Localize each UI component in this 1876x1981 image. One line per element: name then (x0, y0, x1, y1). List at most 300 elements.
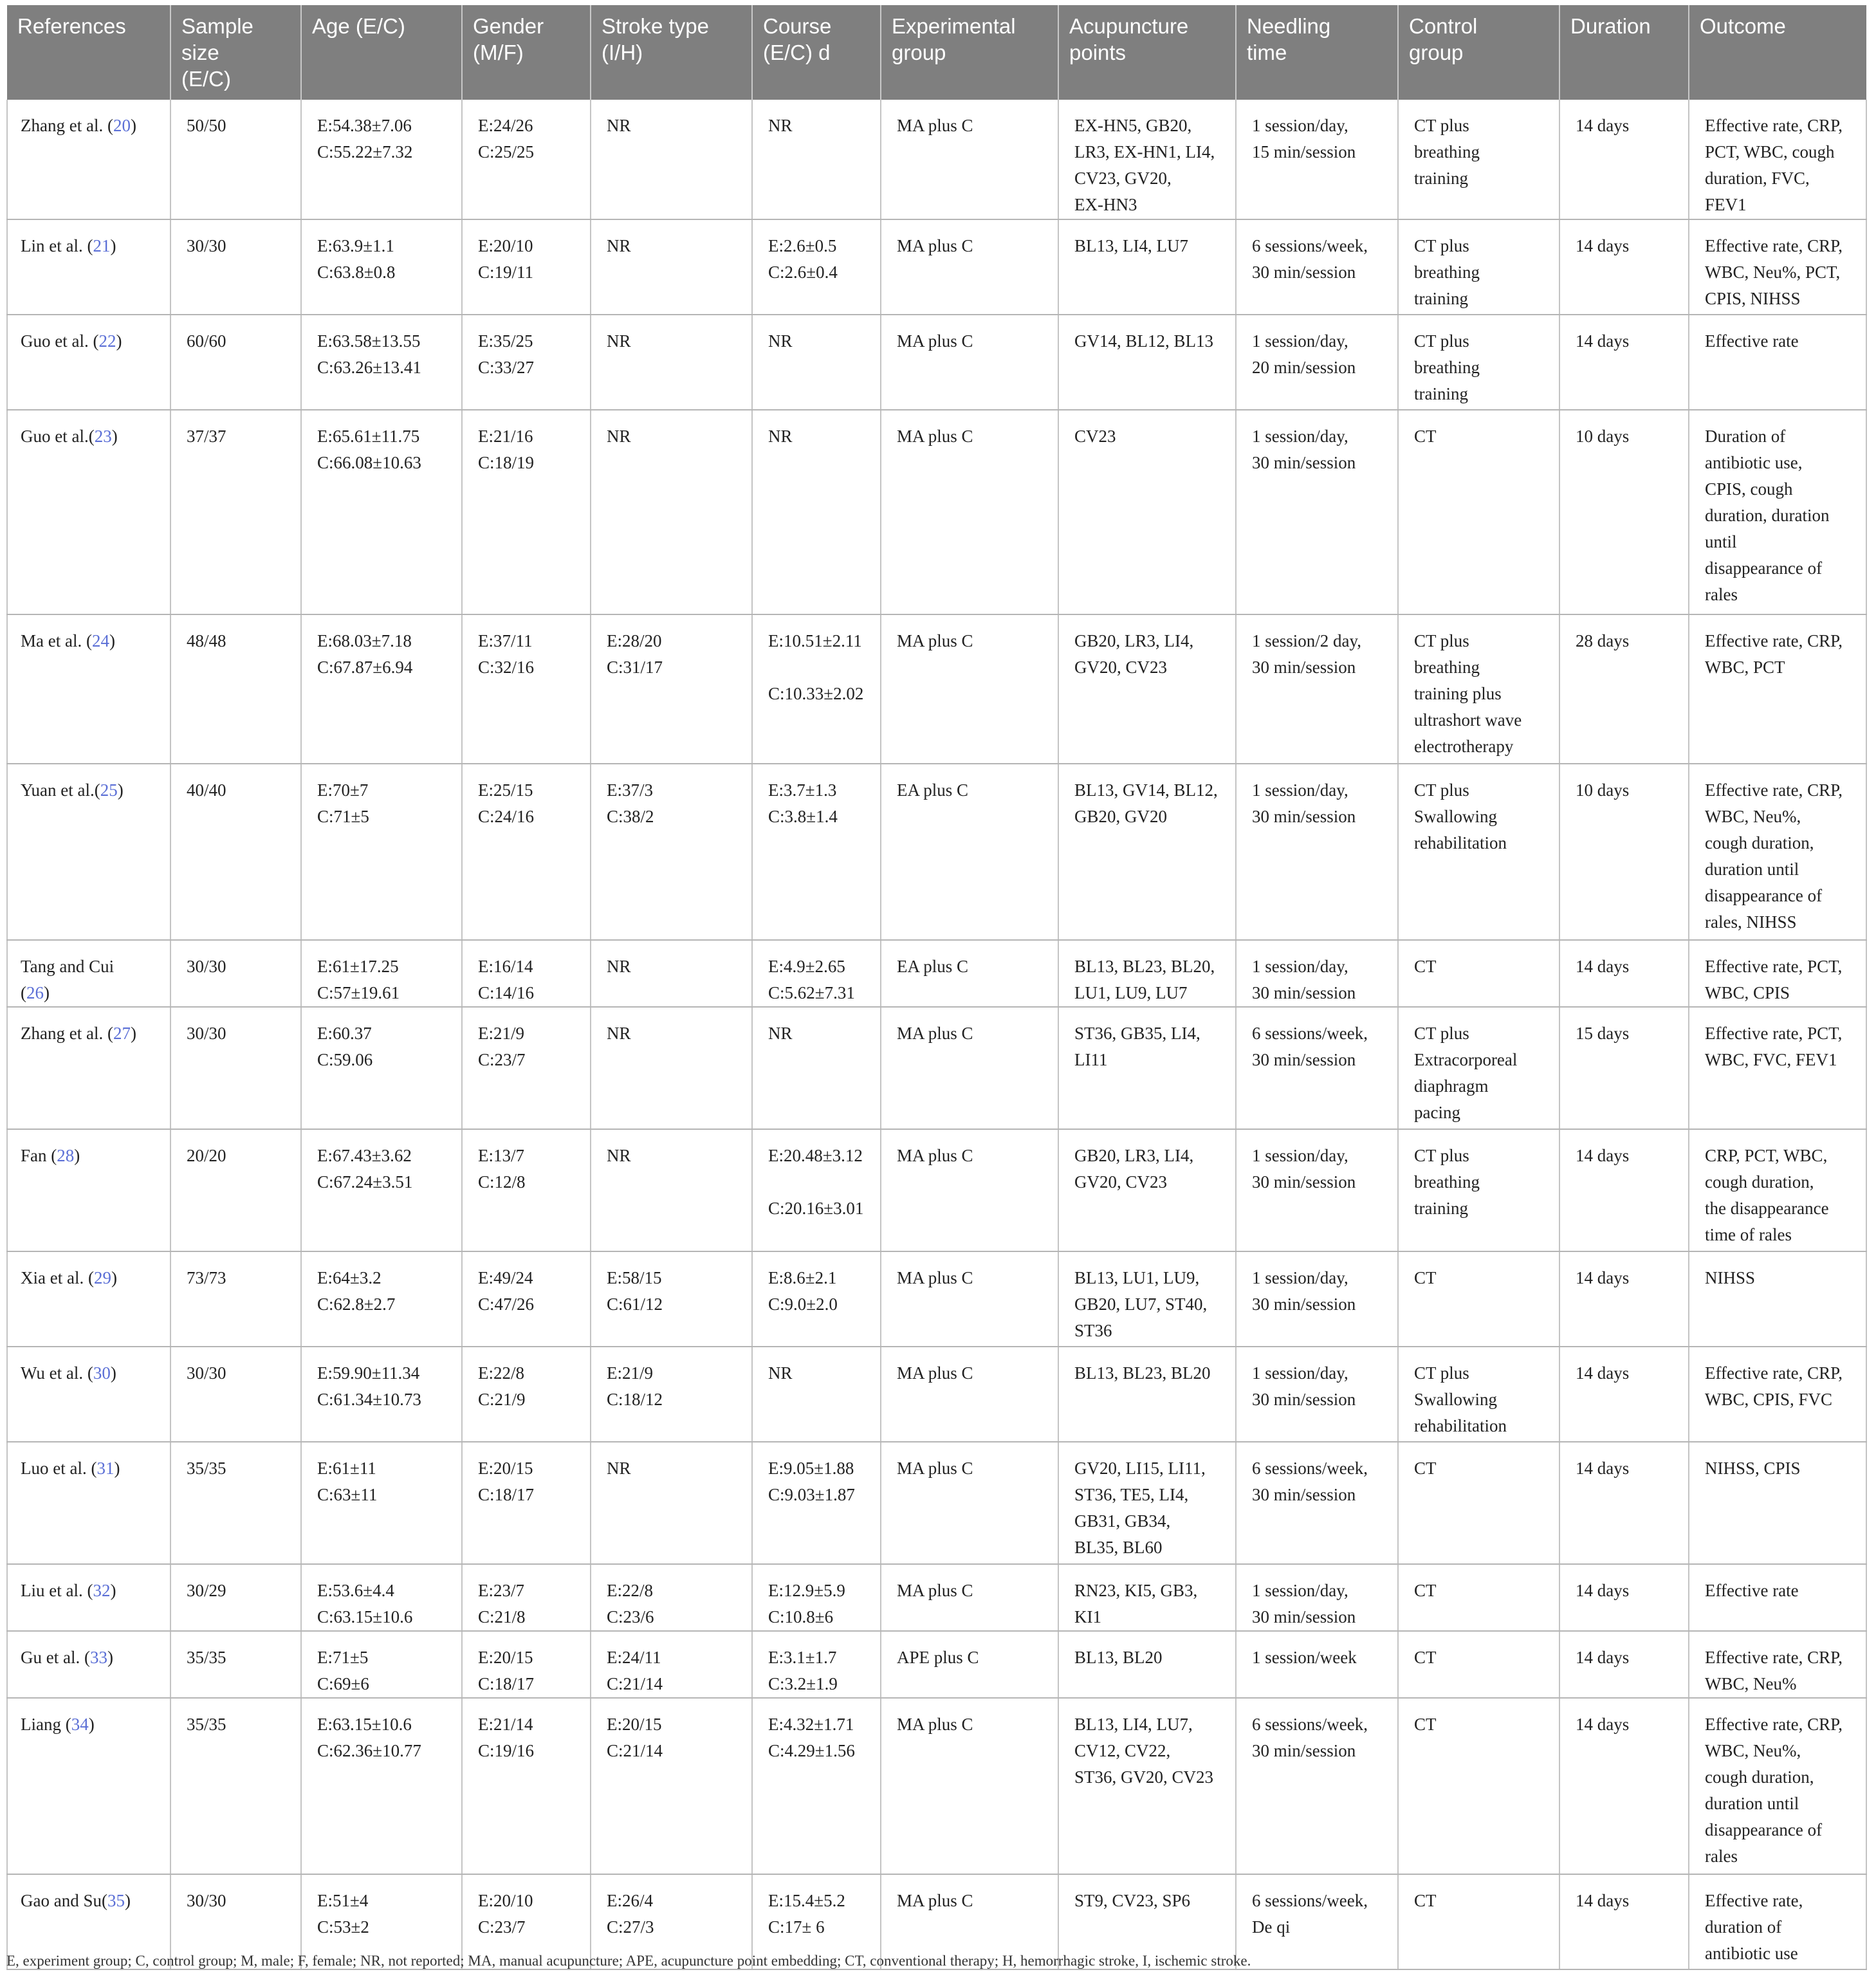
cell-experimental-group (881, 1631, 1058, 1698)
cell-line: LR3, EX-HN1, LI4, (1074, 142, 1215, 161)
cell-line: WBC, CPIS, FVC (1705, 1390, 1833, 1409)
cell-line: duration, duration (1705, 506, 1830, 525)
cell-line: C:14/16 (478, 983, 535, 1002)
cell-acupuncture-points (1058, 1698, 1236, 1874)
cell-line: 6 sessions/week, (1252, 1459, 1368, 1478)
cell-line: duration of (1705, 1917, 1782, 1937)
cell-line: cough duration, (1705, 1172, 1814, 1192)
cell-line: 37/37 (187, 427, 226, 446)
cell-age (301, 1698, 462, 1874)
cell-line: 14 days (1576, 1459, 1630, 1478)
cell-line: Effective rate, CRP, (1705, 1648, 1843, 1667)
reference-number-link[interactable]: 23 (94, 427, 112, 446)
cell-line: C:61/12 (607, 1295, 663, 1314)
cell-line: C:19/11 (478, 263, 534, 282)
cell-line: C:21/9 (478, 1390, 526, 1409)
cell-line: Effective rate (1705, 1581, 1799, 1600)
cell-gender (462, 315, 591, 410)
cell-line: C:63±11 (317, 1485, 378, 1504)
cell-line: 1 session/day, (1252, 116, 1348, 135)
cell-line: 35/35 (187, 1459, 226, 1478)
cell-line: C:18/17 (478, 1674, 535, 1693)
cell-line: E:13/7 (478, 1146, 524, 1165)
cell-gender (462, 1347, 591, 1442)
cell-line: 60/60 (187, 331, 226, 351)
cell-line: E:37/11 (478, 631, 533, 650)
reference-author: Zhang et al. (21, 1024, 104, 1043)
cell-needling-time (1236, 1251, 1398, 1347)
cell-line: 15 min/session (1252, 142, 1356, 161)
cell-line: CT (1414, 1648, 1437, 1667)
reference-number-link[interactable]: 33 (89, 1648, 107, 1667)
reference-number-link[interactable]: 21 (93, 236, 111, 255)
cell-control-group (1398, 315, 1559, 410)
cell-line: C:55.22±7.32 (317, 142, 413, 161)
cell-reference: Zhang et al. (27) (7, 1007, 170, 1129)
cell-line: Control (1409, 14, 1478, 38)
cell-line: E:21/9 (478, 1024, 524, 1043)
cell-needling-time (1236, 1631, 1398, 1698)
cell-line: size (181, 41, 219, 64)
cell-line: CV12, CV22, (1074, 1741, 1171, 1760)
reference-author: Luo et al. (21, 1459, 87, 1478)
cell-stroke-type (591, 1442, 752, 1564)
cell-course (752, 1698, 881, 1874)
cell-line: E:20/10 (478, 1891, 533, 1910)
cell-age (301, 940, 462, 1007)
cell-line: NR (768, 1024, 793, 1043)
table-row (7, 100, 1866, 219)
cell-duration (1559, 1631, 1689, 1698)
cell-line: antibiotic use (1705, 1944, 1798, 1963)
cell-line: CT (1414, 1459, 1437, 1478)
cell-line: NR (607, 116, 631, 135)
reference-number-link[interactable]: 28 (57, 1146, 75, 1165)
reference-author: Lin et al. (21, 236, 83, 255)
cell-acupuncture-points (1058, 1564, 1236, 1631)
cell-line: electrotherapy (1414, 737, 1514, 756)
cell-line: LI11 (1074, 1050, 1108, 1069)
cell-course (752, 940, 881, 1007)
cell-sample-size (170, 940, 301, 1007)
cell-line: NR (768, 116, 793, 135)
cell-stroke-type (591, 1347, 752, 1442)
cell-line: E:37/3 (607, 780, 653, 800)
cell-line: 6 sessions/week, (1252, 236, 1368, 255)
cell-line: C:53±2 (317, 1917, 369, 1937)
cell-line: 30/30 (187, 1363, 226, 1383)
cell-line: FEV1 (1705, 195, 1747, 214)
reference-number-link[interactable]: 30 (93, 1363, 111, 1383)
cell-outcome (1689, 1347, 1866, 1442)
cell-line: training (1414, 384, 1468, 403)
cell-age (301, 1564, 462, 1631)
cell-line: E:21/14 (478, 1715, 533, 1734)
cell-line: Effective rate, CRP, (1705, 1715, 1843, 1734)
cell-line: ST36, TE5, LI4, (1074, 1485, 1189, 1504)
cell-line: 30/30 (187, 236, 226, 255)
cell-stroke-type (591, 614, 752, 764)
cell-line: MA plus C (897, 1363, 973, 1383)
cell-line: E:65.61±11.75 (317, 427, 420, 446)
cell-line: C:17± 6 (768, 1917, 825, 1937)
table-row (7, 1442, 1866, 1564)
cell-line: 1 session/day, (1252, 1268, 1348, 1287)
cell-course (752, 100, 881, 219)
cell-needling-time (1236, 1347, 1398, 1442)
cell-line: E:3.7±1.3 (768, 780, 837, 800)
cell-line: breathing (1414, 658, 1480, 677)
cell-line: EX-HN3 (1074, 195, 1137, 214)
cell-line: CT (1414, 1268, 1437, 1287)
cell-line: C:10.8±6 (768, 1607, 834, 1626)
cell-line: Experimental (892, 14, 1016, 38)
cell-line: C:19/16 (478, 1741, 535, 1760)
cell-line: 14 days (1576, 236, 1630, 255)
cell-outcome (1689, 1698, 1866, 1874)
cell-line: Swallowing (1414, 1390, 1498, 1409)
cell-acupuncture-points (1058, 100, 1236, 219)
cell-line: C:9.0±2.0 (768, 1295, 838, 1314)
column-header-needling-time (1236, 5, 1398, 100)
cell-outcome (1689, 764, 1866, 940)
cell-line: Course (763, 14, 832, 38)
cell-line: 14 days (1576, 1581, 1630, 1600)
cell-line: 30 min/session (1252, 1295, 1356, 1314)
cell-sample-size (170, 1564, 301, 1631)
cell-line: E:58/15 (607, 1268, 662, 1287)
cell-experimental-group (881, 764, 1058, 940)
cell-line: GB31, GB34, (1074, 1511, 1171, 1531)
cell-line: Sample (181, 14, 253, 38)
cell-line: WBC, PCT (1705, 658, 1785, 677)
cell-line: cough duration, (1705, 1767, 1814, 1787)
cell-line: NIHSS, CPIS (1705, 1459, 1801, 1478)
cell-duration (1559, 614, 1689, 764)
reference-number-link[interactable]: 24 (91, 631, 109, 650)
cell-line: 1 session/week (1252, 1648, 1357, 1667)
cell-line: WBC, Neu%, PCT, (1705, 263, 1841, 282)
cell-line: GB20, GV20 (1074, 807, 1168, 826)
cell-line: CV23 (1074, 427, 1116, 446)
cell-line: 14 days (1576, 1146, 1630, 1165)
cell-line: cough duration, (1705, 833, 1814, 852)
cell-line: Needling (1247, 14, 1331, 38)
cell-line: GB20, LR3, LI4, (1074, 1146, 1194, 1165)
cell-line: C:62.36±10.77 (317, 1741, 421, 1760)
cell-line: Age (E/C) (312, 14, 405, 38)
cell-line: E:24/11 (607, 1648, 661, 1667)
cell-needling-time (1236, 1129, 1398, 1251)
cell-control-group (1398, 614, 1559, 764)
cell-line: MA plus C (897, 116, 973, 135)
reference-author: Zhang et al. (21, 116, 104, 135)
cell-experimental-group (881, 1564, 1058, 1631)
cell-outcome (1689, 614, 1866, 764)
cell-gender (462, 1631, 591, 1698)
cell-line: 20 min/session (1252, 358, 1356, 377)
cell-outcome (1689, 100, 1866, 219)
cell-line: 14 days (1576, 331, 1630, 351)
cell-stroke-type (591, 1007, 752, 1129)
cell-line: rales (1705, 1847, 1738, 1866)
table-row (7, 764, 1866, 940)
cell-line: 30 min/session (1252, 1607, 1356, 1626)
cell-stroke-type (591, 315, 752, 410)
cell-outcome (1689, 1442, 1866, 1564)
column-header-control-group (1398, 5, 1559, 100)
cell-line: C:38/2 (607, 807, 654, 826)
cell-line: NR (607, 1024, 631, 1043)
cell-line: GB20, LU7, ST40, (1074, 1295, 1208, 1314)
cell-reference: Guo et al.(23) (7, 410, 170, 614)
cell-line: MA plus C (897, 427, 973, 446)
cell-line: CT plus (1414, 780, 1469, 800)
cell-line: E:4.32±1.71 (768, 1715, 854, 1734)
cell-line: C:21/14 (607, 1741, 663, 1760)
cell-line: Acupuncture (1069, 14, 1189, 38)
cell-line: Effective rate, (1705, 1891, 1803, 1910)
cell-line: E:68.03±7.18 (317, 631, 412, 650)
cell-line: 30 min/session (1252, 1741, 1356, 1760)
reference-number-link[interactable]: 32 (93, 1581, 111, 1600)
cell-line: C:21/14 (607, 1674, 663, 1693)
cell-reference: Ma et al. (24) (7, 614, 170, 764)
reference-number-link[interactable]: 20 (113, 116, 131, 135)
cell-gender (462, 1698, 591, 1874)
cell-line: E:23/7 (478, 1581, 524, 1600)
cell-line: NR (768, 427, 793, 446)
cell-line: Duration of (1705, 427, 1786, 446)
reference-number-link[interactable]: 34 (71, 1715, 89, 1734)
cell-sample-size (170, 410, 301, 614)
cell-line: E:64±3.2 (317, 1268, 382, 1287)
column-header-gender (462, 5, 591, 100)
reference-author: Gu et al. (21, 1648, 80, 1667)
cell-line: disappearance of (1705, 886, 1823, 905)
cell-line: MA plus C (897, 631, 973, 650)
cell-line: E:59.90±11.34 (317, 1363, 420, 1383)
cell-line: C:71±5 (317, 807, 369, 826)
cell-line: C:47/26 (478, 1295, 535, 1314)
reference-number-link[interactable]: 27 (113, 1024, 131, 1043)
cell-line: until (1705, 532, 1737, 551)
cell-line: MA plus C (897, 1715, 973, 1734)
cell-sample-size (170, 315, 301, 410)
reference-number-link[interactable]: 35 (107, 1891, 125, 1910)
cell-line: C:3.8±1.4 (768, 807, 838, 826)
cell-needling-time (1236, 1564, 1398, 1631)
cell-line: C:23/7 (478, 1050, 526, 1069)
cell-line: 73/73 (187, 1268, 226, 1287)
cell-line: 1 session/2 day, (1252, 631, 1361, 650)
cell-outcome (1689, 315, 1866, 410)
cell-sample-size (170, 1129, 301, 1251)
cell-line: GV14, BL12, BL13 (1074, 331, 1213, 351)
cell-line: E:67.43±3.62 (317, 1146, 412, 1165)
cell-line: training (1414, 1199, 1468, 1218)
cell-gender (462, 1129, 591, 1251)
cell-line: 30 min/session (1252, 1485, 1356, 1504)
cell-duration (1559, 1698, 1689, 1874)
cell-line: 14 days (1576, 1715, 1630, 1734)
cell-line: E:12.9±5.9 (768, 1581, 845, 1600)
table-row (7, 614, 1866, 764)
cell-line: C:63.26±13.41 (317, 358, 421, 377)
reference-number-link[interactable]: 25 (100, 780, 118, 800)
cell-age (301, 219, 462, 315)
cell-acupuncture-points (1058, 614, 1236, 764)
reference-author: Xia et al. (21, 1268, 84, 1287)
cell-line: 14 days (1576, 1268, 1630, 1287)
cell-line: ST9, CV23, SP6 (1074, 1891, 1191, 1910)
cell-line: CRP, PCT, WBC, (1705, 1146, 1828, 1165)
cell-line: antibiotic use, (1705, 453, 1803, 472)
cell-acupuncture-points (1058, 1347, 1236, 1442)
cell-line: (E/C) d (763, 41, 831, 64)
cell-line: time of rales (1705, 1225, 1792, 1244)
cell-line: E:70±7 (317, 780, 369, 800)
cell-control-group (1398, 940, 1559, 1007)
cell-acupuncture-points (1058, 219, 1236, 315)
cell-line: ST36 (1074, 1321, 1112, 1340)
cell-line: 35/35 (187, 1715, 226, 1734)
cell-line: E:53.6±4.4 (317, 1581, 394, 1600)
table-row (7, 1129, 1866, 1251)
cell-line: C:63.8±0.8 (317, 263, 396, 282)
cell-stroke-type (591, 764, 752, 940)
cell-reference: Xia et al. (29) (7, 1251, 170, 1347)
cell-gender (462, 1564, 591, 1631)
cell-reference: Tang and Cui (26) (7, 940, 170, 1007)
cell-line: CT (1414, 1891, 1437, 1910)
cell-gender (462, 940, 591, 1007)
cell-line: C:57±19.61 (317, 983, 400, 1002)
cell-course (752, 1564, 881, 1631)
cell-line: LU1, LU9, LU7 (1074, 983, 1188, 1002)
cell-line: C:3.2±1.9 (768, 1674, 838, 1693)
cell-line: C:24/16 (478, 807, 535, 826)
column-header-outcome (1689, 5, 1866, 100)
cell-line: ST36, GV20, CV23 (1074, 1767, 1214, 1787)
cell-line: CT plus (1414, 631, 1469, 650)
cell-line: APE plus C (897, 1648, 979, 1667)
cell-course (752, 1442, 881, 1564)
cell-line: 30 min/session (1252, 658, 1356, 677)
cell-duration (1559, 940, 1689, 1007)
reference-number-link[interactable]: 22 (98, 331, 116, 351)
cell-line: Effective rate, PCT, (1705, 957, 1843, 976)
cell-experimental-group (881, 100, 1058, 219)
cell-experimental-group (881, 410, 1058, 614)
cell-line: MA plus C (897, 1024, 973, 1043)
cell-course (752, 614, 881, 764)
cell-stroke-type (591, 1564, 752, 1631)
cell-line: disappearance of (1705, 1820, 1823, 1839)
cell-age (301, 1129, 462, 1251)
cell-line: group (1409, 41, 1464, 64)
cell-duration (1559, 410, 1689, 614)
cell-sample-size (170, 1631, 301, 1698)
cell-line: CT plus (1414, 1146, 1469, 1165)
cell-experimental-group (881, 1251, 1058, 1347)
cell-line: NR (607, 236, 631, 255)
cell-line: C:61.34±10.73 (317, 1390, 421, 1409)
cell-line: EA plus C (897, 780, 969, 800)
cell-control-group (1398, 1631, 1559, 1698)
cell-duration (1559, 764, 1689, 940)
cell-line: BL13, BL20 (1074, 1648, 1163, 1667)
cell-sample-size (170, 219, 301, 315)
cell-line: Gender (473, 14, 544, 38)
cell-line: CT plus (1414, 1363, 1469, 1383)
cell-line: 35/35 (187, 1648, 226, 1667)
cell-line: 1 session/day, (1252, 331, 1348, 351)
cell-line: 1 session/day, (1252, 1581, 1348, 1600)
cell-line: NR (607, 957, 631, 976)
reference-number-link[interactable]: 26 (26, 983, 44, 1002)
cell-duration (1559, 219, 1689, 315)
cell-acupuncture-points (1058, 1129, 1236, 1251)
cell-line: breathing (1414, 142, 1480, 161)
cell-line: time (1247, 41, 1287, 64)
cell-line: duration until (1705, 860, 1799, 879)
cell-line: C:5.62±7.31 (768, 983, 855, 1002)
table-row (7, 219, 1866, 315)
table-footnote: E, experiment group; C, control group; M, male; F, female; NR, not reported; MA, manual acupuncture; APE, acupuncture point embedding; CT, conventional therapy; H, hemorrhagic stroke, I, ischemic stroke. (6, 1953, 1251, 1969)
cell-line: C:10.33±2.02 (768, 684, 864, 703)
cell-experimental-group (881, 1129, 1058, 1251)
cell-line: E:28/20 (607, 631, 662, 650)
cell-needling-time (1236, 764, 1398, 940)
cell-acupuncture-points (1058, 940, 1236, 1007)
reference-author: Liu et al. (21, 1581, 83, 1600)
cell-line: 1 session/day, (1252, 1146, 1348, 1165)
cell-line: 14 days (1576, 116, 1630, 135)
cell-line: CT plus (1414, 116, 1469, 135)
cell-experimental-group (881, 614, 1058, 764)
cell-stroke-type (591, 940, 752, 1007)
reference-author: Liang (21, 1715, 61, 1734)
cell-outcome (1689, 410, 1866, 614)
cell-line: E:21/16 (478, 427, 533, 446)
reference-number-link[interactable]: 31 (97, 1459, 115, 1478)
cell-gender (462, 219, 591, 315)
cell-needling-time (1236, 1007, 1398, 1129)
cell-sample-size (170, 1698, 301, 1874)
table-body (7, 100, 1866, 1969)
cell-line: NR (607, 1459, 631, 1478)
cell-sample-size (170, 1347, 301, 1442)
reference-number-link[interactable]: 29 (93, 1268, 111, 1287)
cell-line: (E/C) (181, 67, 231, 91)
cell-sample-size (170, 1442, 301, 1564)
table-row (7, 1698, 1866, 1874)
cell-line: BL13, LU1, LU9, (1074, 1268, 1200, 1287)
cell-control-group (1398, 1347, 1559, 1442)
cell-line: C:9.03±1.87 (768, 1485, 855, 1504)
cell-line: E:20/15 (607, 1715, 662, 1734)
cell-line: CT plus (1414, 1024, 1469, 1043)
cell-course (752, 1129, 881, 1251)
cell-reference: Gu et al. (33) (7, 1631, 170, 1698)
cell-line: WBC, FVC, FEV1 (1705, 1050, 1837, 1069)
cell-sample-size (170, 1007, 301, 1129)
cell-line: 6 sessions/week, (1252, 1024, 1368, 1043)
cell-needling-time (1236, 315, 1398, 410)
reference-author: Wu et al. (21, 1363, 84, 1383)
cell-line: 30 min/session (1252, 1390, 1356, 1409)
